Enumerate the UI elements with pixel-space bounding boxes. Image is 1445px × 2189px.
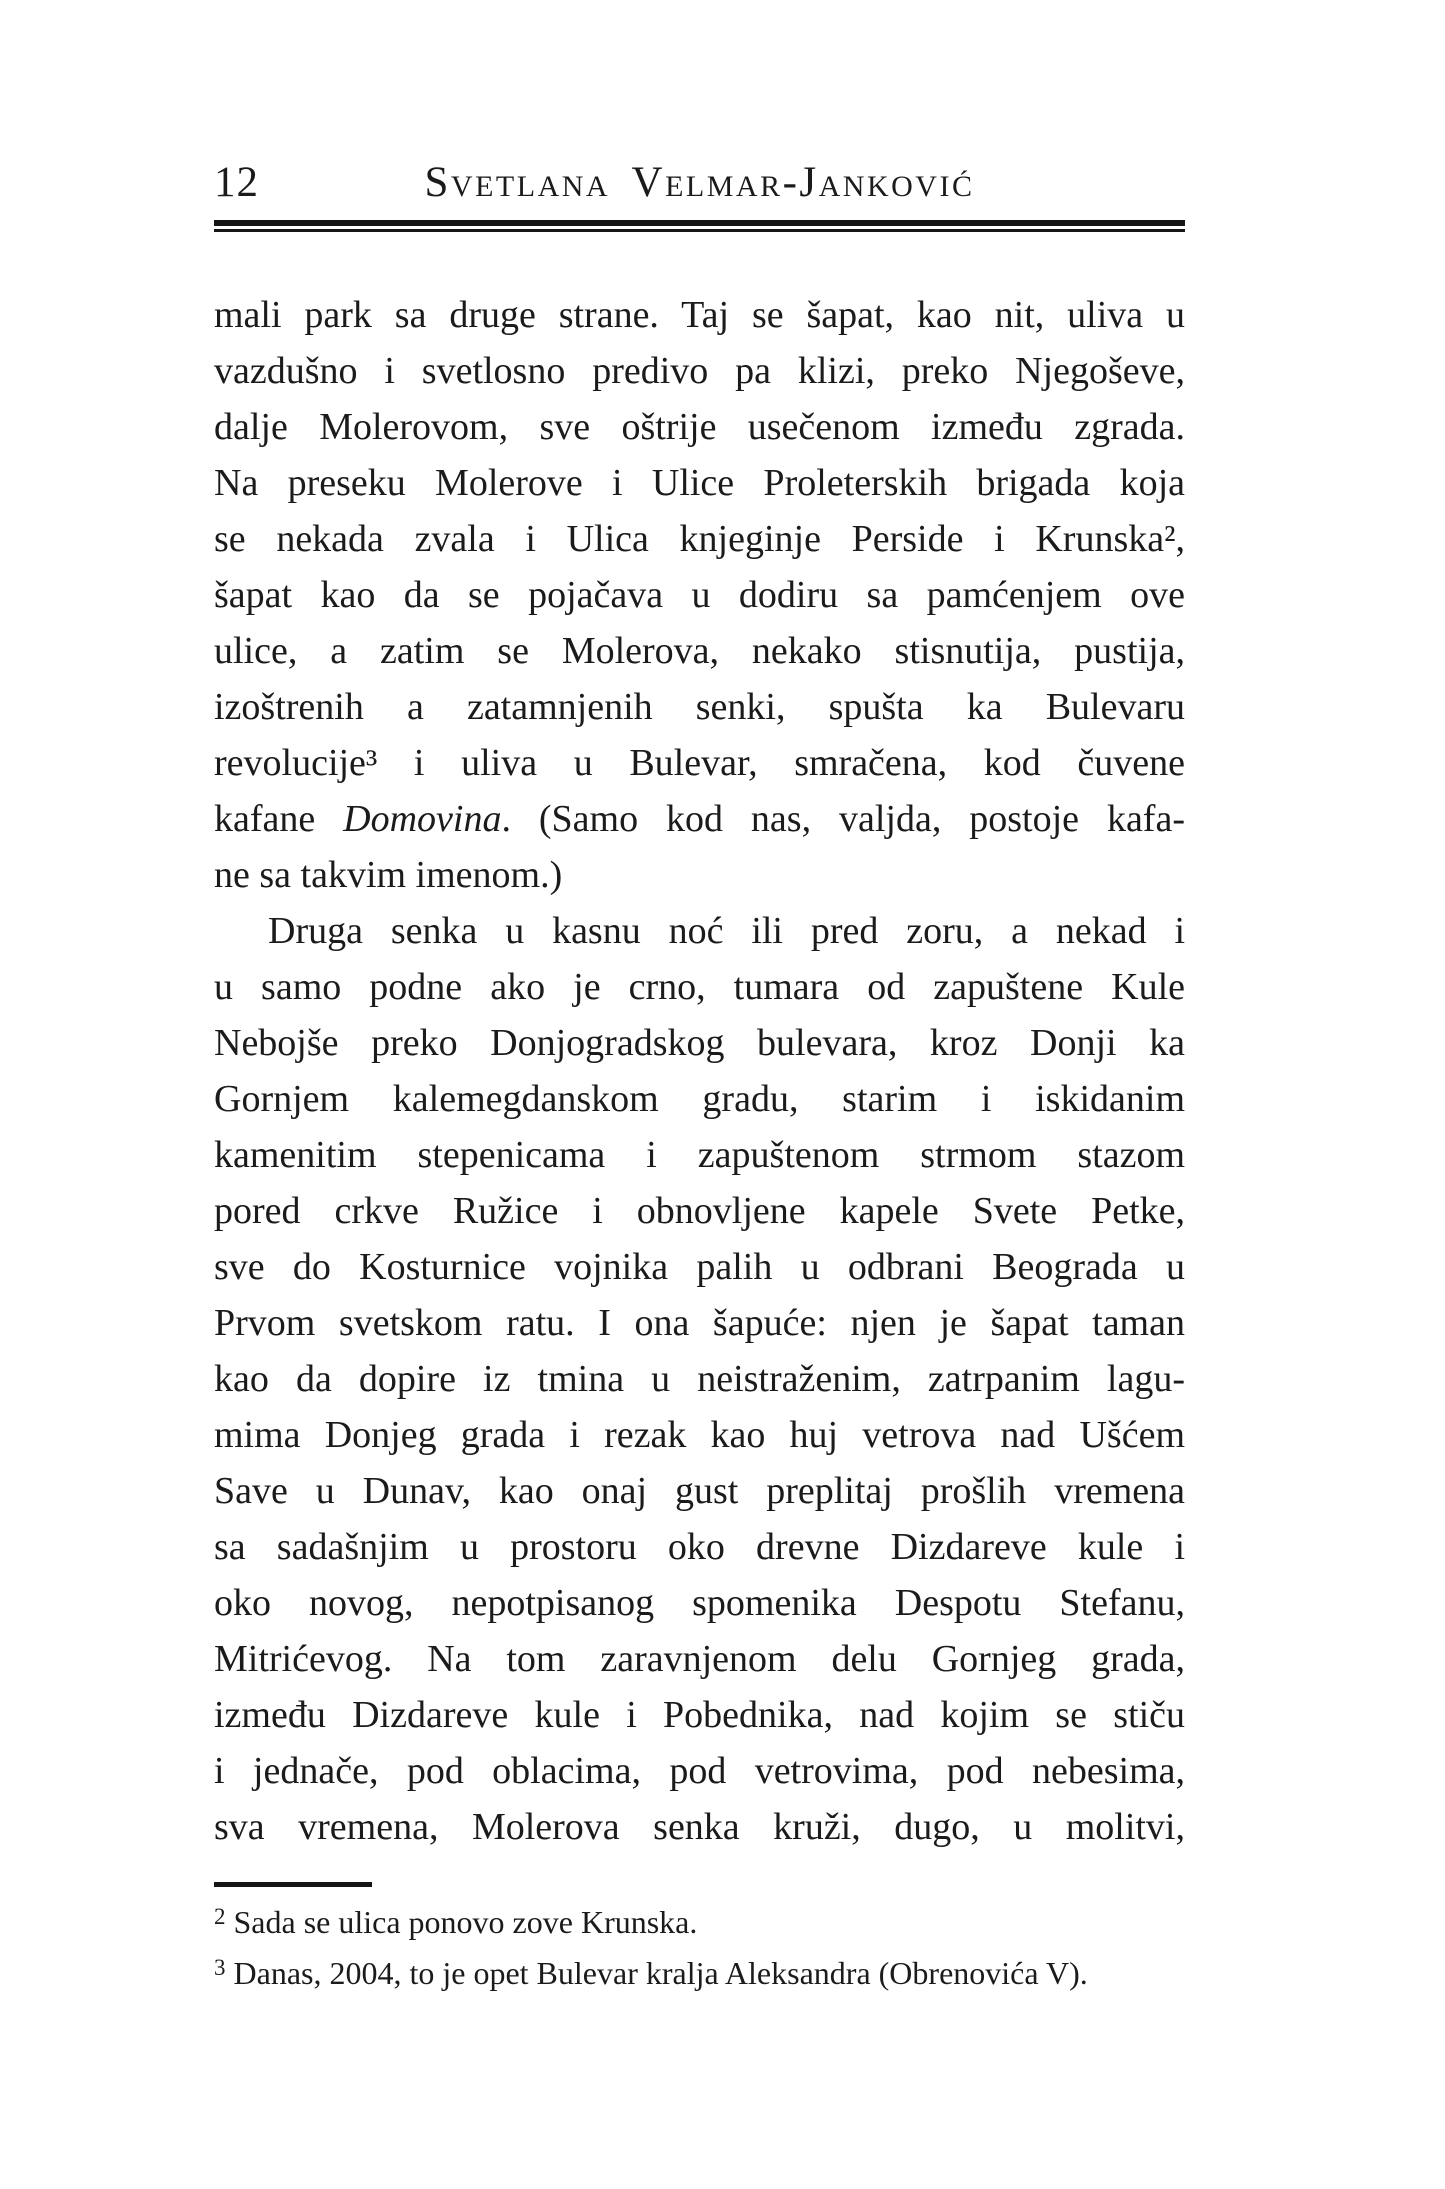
text-line: Gornjem kalemegdanskom gradu, starim i iskidanim (214, 1078, 1185, 1120)
italic-word: Domovina (343, 798, 502, 840)
text-line: Nebojše preko Donjogradskog bulevara, kroz Donji ka (214, 1022, 1185, 1064)
text-line: ulice, a zatim se Molerova, nekako stisnutija, pustija, (214, 630, 1185, 672)
text-segment: kafane (214, 798, 344, 840)
text-line: šapat kao da se pojačava u dodiru sa pamćenjem ove (214, 574, 1185, 616)
footnote-marker: 2 (214, 1904, 226, 1929)
footnote (214, 1894, 1204, 1945)
text-line: sa sadašnjim u prostoru oko drevne Dizdareve kule i (214, 1526, 1185, 1568)
text-line: mali park sa druge strane. Taj se šapat, kao nit, uliva u (214, 294, 1185, 336)
text-line-paragraph-start: Druga senka u kasnu noć ili pred zoru, a nekad i (268, 910, 1185, 952)
running-header-author: Svetlana Velmar-Janković (424, 159, 975, 206)
footnote-marker: 3 (214, 1955, 226, 1980)
text-line: Prvom svetskom ratu. I ona šapuće: njen je šapat taman (214, 1302, 1185, 1344)
text-line: mima Donjeg grada i rezak kao huj vetrova nad Ušćem (214, 1414, 1185, 1456)
footnote-separator-rule (214, 1882, 372, 1887)
text-line: dalje Molerovom, sve oštrije usečenom između zgrada. (214, 406, 1185, 448)
text-line: se nekada zvala i Ulica knjeginje Perside i Krunska², (214, 518, 1185, 560)
footnotes (214, 1894, 1204, 1996)
text-line: Save u Dunav, kao onaj gust preplitaj prošlih vremena (214, 1470, 1185, 1512)
text-segment: . (Samo kod nas, valjda, postoje kafa- (501, 798, 1185, 840)
page-number: 12 (214, 159, 259, 206)
text-line: i jednače, pod oblacima, pod vetrovima, pod nebesima, (214, 1750, 1185, 1792)
text-line: Mitrićevog. Na tom zaravnjenom delu Gornjeg grada, (214, 1638, 1185, 1680)
text-line: oko novog, nepotpisanog spomenika Despotu Stefanu, (214, 1582, 1185, 1624)
text-line: u samo podne ako je crno, tumara od zapuštene Kule (214, 966, 1185, 1008)
footnote-text: Danas, 2004, to je opet Bulevar kralja Aleksandra (Obrenovića V). (233, 1955, 1088, 1991)
text-line: izoštrenih a zatamnjenih senki, spušta ka Bulevaru (214, 686, 1185, 728)
text-line: revolucije³ i uliva u Bulevar, smračena, kod čuvene (214, 742, 1185, 784)
text-line-paragraph-end: ne sa takvim imenom.) (214, 854, 563, 896)
text-line: vazdušno i svetlosno predivo pa klizi, preko Njegoševe, (214, 350, 1185, 392)
footnote-text: Sada se ulica ponovo zove Krunska. (233, 1904, 698, 1940)
text-line: kao da dopire iz tmina u neistraženim, zatrpanim lagu- (214, 1358, 1185, 1400)
text-line: sva vremena, Molerova senka kruži, dugo, u molitvi, (214, 1806, 1185, 1848)
text-line: kamenitim stepenicama i zapuštenom strmom stazom (214, 1134, 1185, 1176)
footnote (214, 1945, 1204, 1996)
text-line: između Dizdareve kule i Pobednika, nad kojim se stiču (214, 1694, 1185, 1736)
text-line: Na preseku Molerove i Ulice Proleterskih brigada koja (214, 462, 1185, 504)
header-double-rule (214, 220, 1185, 232)
body-text (214, 287, 1185, 1855)
text-line (214, 791, 1185, 847)
text-line: pored crkve Ružice i obnovljene kapele Svete Petke, (214, 1190, 1185, 1232)
text-line: sve do Kosturnice vojnika palih u odbrani Beograda u (214, 1246, 1185, 1288)
